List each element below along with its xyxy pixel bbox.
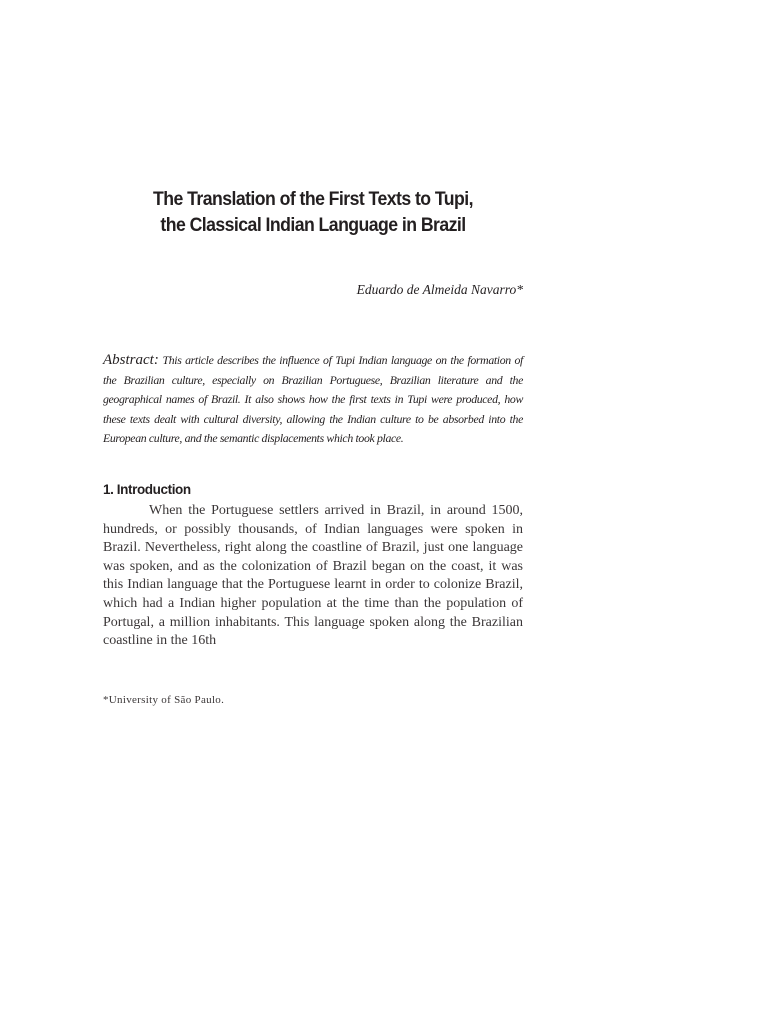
abstract — [103, 351, 523, 449]
abstract-label: Abstract: — [103, 352, 159, 368]
article-title — [118, 187, 509, 239]
body-paragraph: When the Portuguese settlers arrived in Brazil, in around 1500, hundreds, or possibly thousands, of Indian languages were spoken in Brazil. Nevertheless, right along the coastline of Brazil, just one language was spoken, and as the colonization of Brazil began on the coast, it was this Indian language that the Portuguese learnt in order to colonize Brazil, which had a Indian higher population at the time than the population of Portugal, a million inhabitants. This language spoken along the Brazilian coastline in the 16th — [103, 503, 523, 649]
section-heading: 1. Introduction — [103, 482, 191, 497]
author-name: Eduardo de Almeida Navarro* — [356, 282, 523, 297]
title-line-1: The Translation of the First Texts to Tupi, — [153, 189, 473, 210]
title-line-2: the Classical Indian Language in Brazil — [160, 215, 466, 236]
abstract-text: This article describes the influence of Tupi Indian language on the formation of the Brazilian culture, especially on Brazilian Portuguese, Brazilian literature and the geographical names of Brazil. It also shows how the first texts in Tupi were produced, how these texts dealt with cultural diversity, allowing the Indian culture to be absorbed into the European culture, and the semantic displacements which took place. — [103, 353, 523, 446]
footnote: *University of São Paulo. — [103, 694, 225, 706]
